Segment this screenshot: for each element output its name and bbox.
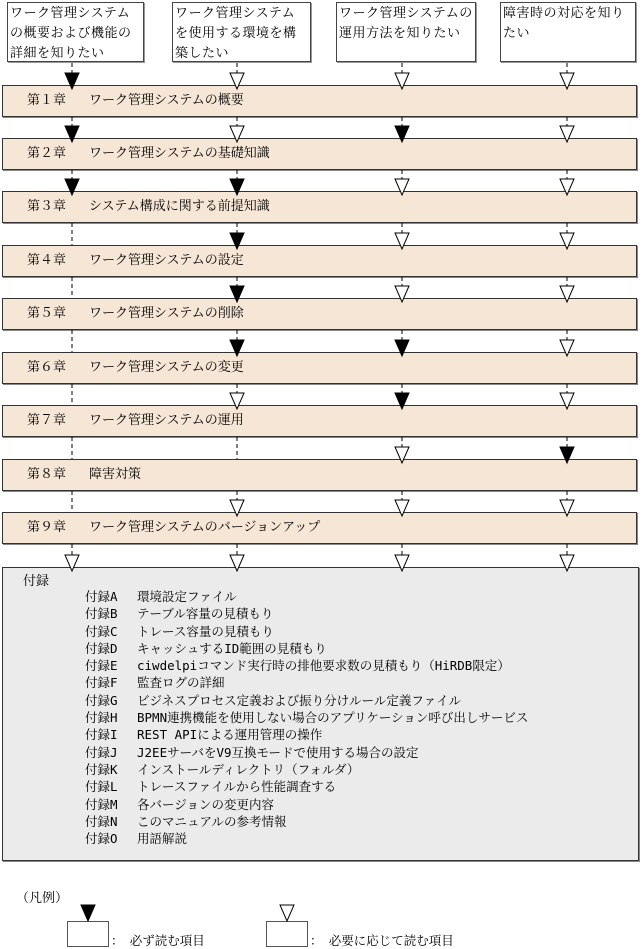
- chapter-3: [2, 191, 637, 223]
- appendix-item: [85, 830, 528, 847]
- appendix-box: [2, 567, 639, 861]
- appendix-item: [85, 744, 528, 761]
- chapter-number: 第５章: [27, 306, 67, 321]
- appendix-title: 付録: [23, 574, 50, 589]
- goal-box-troubleshooting: 障害時の対応を知りたい: [500, 2, 636, 62]
- chapter-number: 第３章: [27, 199, 67, 214]
- appendix-item: [85, 761, 528, 778]
- chapter-title: ワーク管理システムの削除: [89, 306, 244, 321]
- appendix-list: [85, 588, 528, 847]
- appendix-key: 付録C: [85, 623, 118, 639]
- appendix-item: [85, 778, 528, 795]
- chapter-9: [2, 512, 637, 544]
- appendix-label: テーブル容量の見積もり: [137, 606, 274, 622]
- appendix-key: 付録F: [85, 675, 118, 691]
- appendix-item: [85, 726, 528, 743]
- appendix-label: ビジネスプロセス定義および振り分けルール定義ファイル: [137, 692, 462, 708]
- appendix-label: キャッシュするID範囲の見積もり: [137, 640, 327, 656]
- chapter-title: 障害対策: [89, 467, 142, 482]
- chapter-4: [2, 245, 637, 277]
- legend-optional-label: ： 必要に応じて読む項目: [310, 933, 454, 948]
- chapter-number: 第９章: [27, 520, 67, 535]
- chapter-title: ワーク管理システムの基礎知識: [89, 146, 270, 161]
- appendix-key: 付録G: [85, 692, 118, 708]
- optional-arrow-icon: [279, 904, 295, 922]
- appendix-item: [85, 796, 528, 813]
- chapter-number: 第４章: [27, 253, 67, 268]
- appendix-label: インストールディレクトリ（フォルダ）: [137, 761, 360, 777]
- legend-required-label: ： 必ず読む項目: [111, 933, 205, 948]
- chapter-title: ワーク管理システムの変更: [89, 360, 244, 375]
- chapter-number: 第６章: [27, 360, 67, 375]
- chapter-number: 第８章: [27, 467, 67, 482]
- appendix-key: 付録K: [85, 761, 118, 777]
- appendix-label: ciwdelpiコマンド実行時の排他要求数の見積もり（HiRDB限定）: [137, 658, 510, 674]
- chapter-number: 第２章: [27, 146, 67, 161]
- appendix-item: [85, 657, 528, 674]
- appendix-key: 付録E: [85, 658, 118, 674]
- appendix-label: 監査ログの詳細: [137, 675, 225, 691]
- appendix-item: [85, 692, 528, 709]
- appendix-item: [85, 640, 528, 657]
- appendix-label: J2EEサーバをV9互換モードで使用する場合の設定: [137, 744, 419, 760]
- appendix-item: [85, 813, 528, 830]
- appendix-key: 付録M: [85, 796, 118, 812]
- chapter-title: ワーク管理システムのバージョンアップ: [89, 520, 321, 535]
- appendix-key: 付録H: [85, 710, 118, 726]
- appendix-key: 付録O: [85, 831, 118, 847]
- chapter-6: [2, 352, 637, 384]
- appendix-label: トレースファイルから性能調査する: [137, 779, 337, 795]
- appendix-label: BPMN連携機能を使用しない場合のアプリケーション呼び出しサービス: [137, 710, 529, 726]
- appendix-label: このマニュアルの参考情報: [137, 813, 287, 829]
- appendix-key: 付録B: [85, 606, 118, 622]
- goal-box-overview: ワーク管理システムの概要および機能の詳細を知りたい: [7, 2, 144, 62]
- appendix-label: 環境設定ファイル: [137, 589, 237, 604]
- goal-box-operation: ワーク管理システムの運用方法を知りたい: [336, 2, 476, 62]
- appendix-item: [85, 674, 528, 691]
- chapter-title: システム構成に関する前提知識: [89, 199, 270, 214]
- chapter-title: ワーク管理システムの概要: [89, 93, 244, 108]
- appendix-label: 各バージョンの変更内容: [137, 796, 275, 812]
- appendix-key: 付録I: [85, 727, 118, 743]
- appendix-key: 付録A: [85, 589, 118, 604]
- appendix-key: 付録L: [85, 779, 118, 795]
- appendix-key: 付録J: [85, 744, 118, 760]
- chapter-title: ワーク管理システムの運用: [89, 413, 244, 428]
- chapter-5: [2, 298, 637, 330]
- chapter-number: 第１章: [27, 93, 67, 108]
- appendix-key: 付録N: [85, 813, 118, 829]
- legend-title: （凡例）: [16, 891, 69, 906]
- legend-required-box: [67, 921, 109, 947]
- appendix-label: トレース容量の見積もり: [137, 623, 274, 639]
- chapter-8: [2, 459, 637, 491]
- required-arrow-icon: [80, 904, 96, 922]
- chapter-number: 第７章: [27, 413, 67, 428]
- appendix-item: [85, 623, 528, 640]
- legend-optional-box: [266, 921, 308, 947]
- appendix-key: 付録D: [85, 640, 118, 656]
- chapter-7: [2, 405, 637, 437]
- chapter-2: [2, 138, 637, 170]
- appendix-item: [85, 605, 528, 622]
- appendix-label: 用語解説: [137, 831, 188, 847]
- chapter-1: [2, 85, 637, 117]
- appendix-item: [85, 709, 528, 726]
- goal-box-environment: ワーク管理システムを使用する環境を構築したい: [172, 2, 311, 62]
- appendix-item: [85, 588, 528, 605]
- appendix-label: REST APIによる運用管理の操作: [137, 727, 323, 743]
- chapter-title: ワーク管理システムの設定: [89, 253, 244, 268]
